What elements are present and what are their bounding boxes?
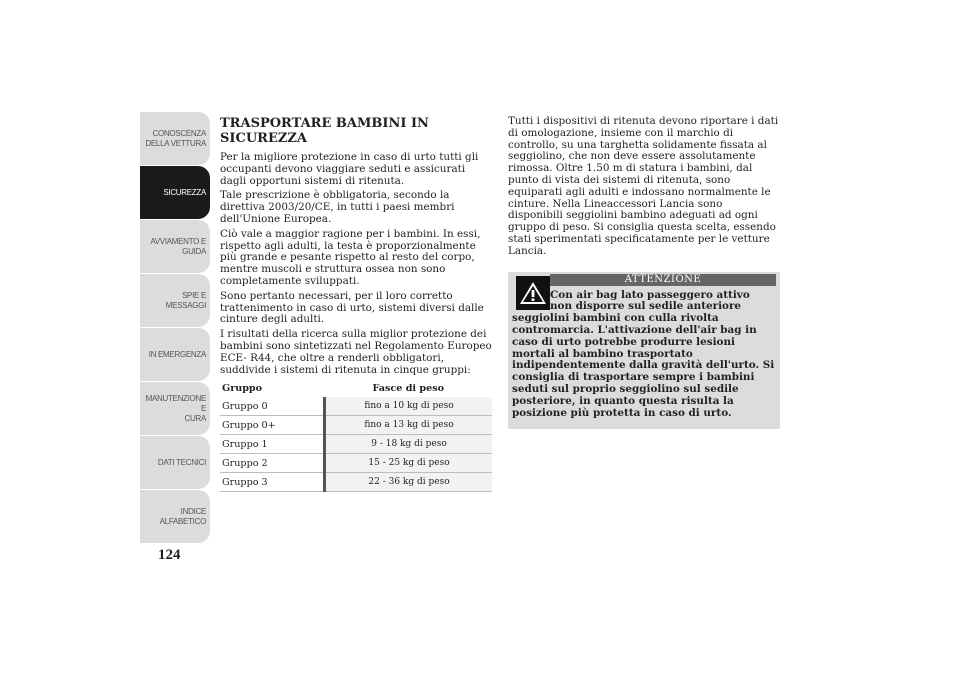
paragraph: Per la migliore protezione in caso di urto tutti gli occupanti devono viaggiare seduti e assicurati dagli opportuni sistemi di ritenuta.: [220, 151, 479, 187]
tab-spie[interactable]: SPIE E MESSAGGI: [140, 274, 210, 327]
tab-conoscenza[interactable]: CONOSCENZA DELLA VETTURA: [140, 112, 210, 165]
warning-text: [512, 290, 776, 420]
paragraph: I risultati della ricerca sulla miglior protezione dei bambini sono sintetizzati nel Regolamento Europeo ECE- R44, che oltre a renderli obbligatori, suddivide i sistemi di ritenuta in cinque gruppi:: [220, 328, 492, 376]
column-header: Gruppo: [222, 382, 263, 394]
tab-sicurezza[interactable]: SICUREZZA: [140, 166, 210, 219]
table-row: [220, 416, 492, 435]
warning-body: seggiolini bambini con culla rivolta contromarcia. L'attivazione dell'air bag in caso di urto potrebbe produrre lesioni mortali al bambino trasportato indipendentemente dalla gravità dell'urto. Si consiglia di trasportare sempre i bambini seduti sul proprio seggiolino sul sedile posteriore, in quanto questa risulta la posizione più protetta in caso di urto.: [512, 312, 775, 419]
warning-line: Con air bag lato passeggero attivo: [550, 288, 750, 301]
warning-line: non disporre sul sedile anteriore: [550, 300, 742, 313]
weight-cell: fino a 10 kg di peso: [325, 397, 492, 416]
group-cell: Gruppo 0+: [220, 416, 325, 435]
page-number: 124: [158, 547, 181, 563]
paragraph: Ciò vale a maggior ragione per i bambini. In essi, rispetto agli adulti, la testa è proporzionalmente più grande e pesante rispetto al resto del corpo, mentre muscoli e struttura ossea non sono completamente sviluppati.: [220, 227, 481, 287]
section-title: TRASPORTARE BAMBINI IN SICUREZZA: [220, 116, 429, 146]
tab-indice[interactable]: INDICE ALFABETICO: [140, 490, 210, 543]
group-cell: Gruppo 0: [220, 397, 325, 416]
weight-cell: fino a 13 kg di peso: [325, 416, 492, 435]
column-header: Fasce di peso: [372, 382, 444, 394]
tab-manutenzione[interactable]: MANUTENZIONE E CURA: [140, 382, 210, 435]
tab-avviamento[interactable]: AVVIAMENTO E GUIDA: [140, 220, 210, 273]
chapter-tabs: [140, 112, 210, 544]
weight-cell: 9 - 18 kg di peso: [325, 435, 492, 454]
warning-title: ATTENZIONE: [550, 274, 776, 286]
group-cell: Gruppo 3: [220, 473, 325, 492]
table-row: [220, 397, 492, 416]
paragraph: Tutti i dispositivi di ritenuta devono riportare i dati di omologazione, insieme con il marchio di controllo, su una targhetta solidamente fissata al seggiolino, che non deve essere assolutamente rimossa. Oltre 1.50 m di statura i bambini, dal punto di vista dei sistemi di ritenuta, sono equiparati agli adulti e indossano normalmente le cinture. Nella Lineaccessori Lancia sono disponibili seggiolini bambino adeguati ad ogni gruppo di peso. Si consiglia questa scelta, essendo stati sperimentati specificatamente per le vetture Lancia.: [508, 115, 779, 257]
group-cell: Gruppo 2: [220, 454, 325, 473]
tab-dati-tecnici[interactable]: DATI TECNICI: [140, 436, 210, 489]
tab-emergenza[interactable]: IN EMERGENZA: [140, 328, 210, 381]
table-row: [220, 435, 492, 454]
table-row: [220, 473, 492, 492]
paragraph: Sono pertanto necessari, per il loro corretto trattenimento in caso di urto, sistemi diversi dalle cinture degli adulti.: [220, 289, 484, 326]
weight-cell: 15 - 25 kg di peso: [325, 454, 492, 473]
warning-triangle-icon: [516, 276, 550, 310]
table-header-row: [220, 379, 492, 397]
table-row: [220, 454, 492, 473]
warning-box: [508, 272, 780, 430]
weight-groups-table: [220, 379, 492, 492]
weight-cell: 22 - 36 kg di peso: [325, 473, 492, 492]
group-cell: Gruppo 1: [220, 435, 325, 454]
right-column: [508, 116, 780, 429]
paragraph: Tale prescrizione è obbligatoria, secondo la direttiva 2003/20/CE, in tutti i paesi membri dell'Unione Europea.: [220, 189, 455, 225]
left-column: [220, 116, 492, 492]
